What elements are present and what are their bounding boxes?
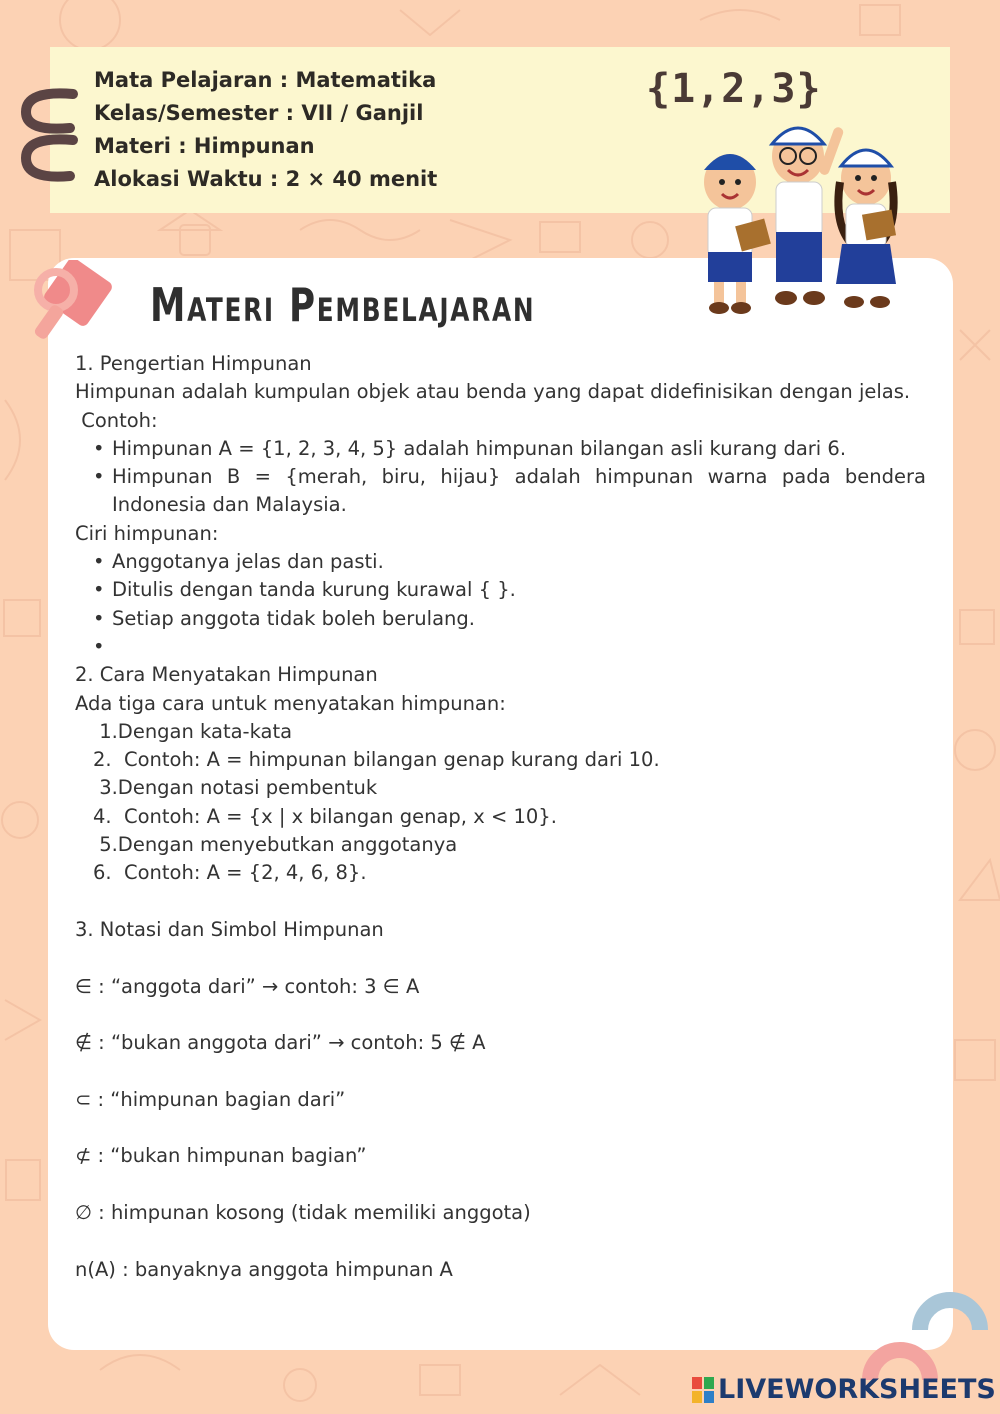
symbol-member: ∈ : “anggota dari” → contoh: 3 ∈ A: [75, 974, 420, 998]
logo-text: LIVEWORKSHEETS: [718, 1374, 996, 1405]
page-title: Materi Pembelajaran: [150, 278, 536, 332]
example-label: Contoh:: [75, 408, 158, 432]
symbol-not-subset: ⊄ : “bukan himpunan bagian”: [75, 1144, 367, 1168]
example-list: [75, 435, 926, 520]
list-item: 5.Dengan menyebutkan anggotanya: [93, 833, 458, 857]
list-item: • Setiap anggota tidak boleh berulang.: [93, 605, 926, 633]
definition-text: Himpunan adalah kumpulan objek atau benda yang dapat didefinisikan dengan jelas.: [75, 380, 911, 404]
section3-heading: 3. Notasi dan Simbol Himpunan: [75, 917, 384, 941]
symbol-subset: ⊂ : “himpunan bagian dari”: [75, 1087, 346, 1111]
list-item: 6. Contoh: A = {2, 4, 6, 8}.: [93, 861, 367, 885]
methods-list: [75, 718, 926, 888]
list-item: • Ditulis dengan tanda kurung kurawal { }.: [93, 576, 926, 604]
list-item: • Himpunan B = {merah, biru, hijau} adalah himpunan warna pada bendera Indonesia dan Malaysia.: [93, 463, 926, 520]
traits-label: Ciri himpunan:: [75, 521, 219, 545]
list-item: [93, 633, 926, 661]
symbol-cardinality: n(A) : banyaknya anggota himpunan A: [75, 1257, 453, 1281]
lesson-info: [94, 64, 437, 196]
binder-spiral-icon: [18, 88, 80, 184]
students-illustration: [688, 112, 908, 317]
symbol-not-member: ∉ : “bukan anggota dari” → contoh: 5 ∉ A: [75, 1031, 486, 1055]
time-allocation-line: Alokasi Waktu : 2 × 40 menit: [94, 167, 438, 191]
section1-heading: 1. Pengertian Himpunan: [75, 352, 312, 375]
symbol-empty-set: ∅ : himpunan kosong (tidak memiliki anggota): [75, 1200, 531, 1224]
set-example-heading: {1,2,3}: [646, 66, 822, 112]
class-semester-line: Kelas/Semester : VII / Ganjil: [94, 101, 424, 125]
list-item: • Himpunan A = {1, 2, 3, 4, 5} adalah himpunan bilangan asli kurang dari 6.: [93, 435, 926, 463]
list-item: • Anggotanya jelas dan pasti.: [93, 548, 926, 576]
section2-heading: 2. Cara Menyatakan Himpunan: [75, 663, 378, 687]
lesson-content: [75, 350, 926, 1284]
subject-line: Mata Pelajaran : Matematika: [94, 68, 437, 92]
traits-list: [75, 548, 926, 661]
list-item: 1.Dengan kata-kata: [93, 719, 293, 743]
liveworksheets-logo: [692, 1374, 996, 1405]
magnifier-icon: [22, 260, 118, 346]
list-item: 4. Contoh: A = {x | x bilangan genap, x < 10}.: [93, 804, 557, 828]
list-item: 2. Contoh: A = himpunan bilangan genap kurang dari 10.: [93, 748, 660, 772]
topic-line: Materi : Himpunan: [94, 134, 315, 158]
list-item: 3.Dengan notasi pembentuk: [93, 776, 378, 800]
liveworksheets-mark-icon: [692, 1377, 714, 1403]
section2-intro: Ada tiga cara untuk menyatakan himpunan:: [75, 691, 506, 715]
